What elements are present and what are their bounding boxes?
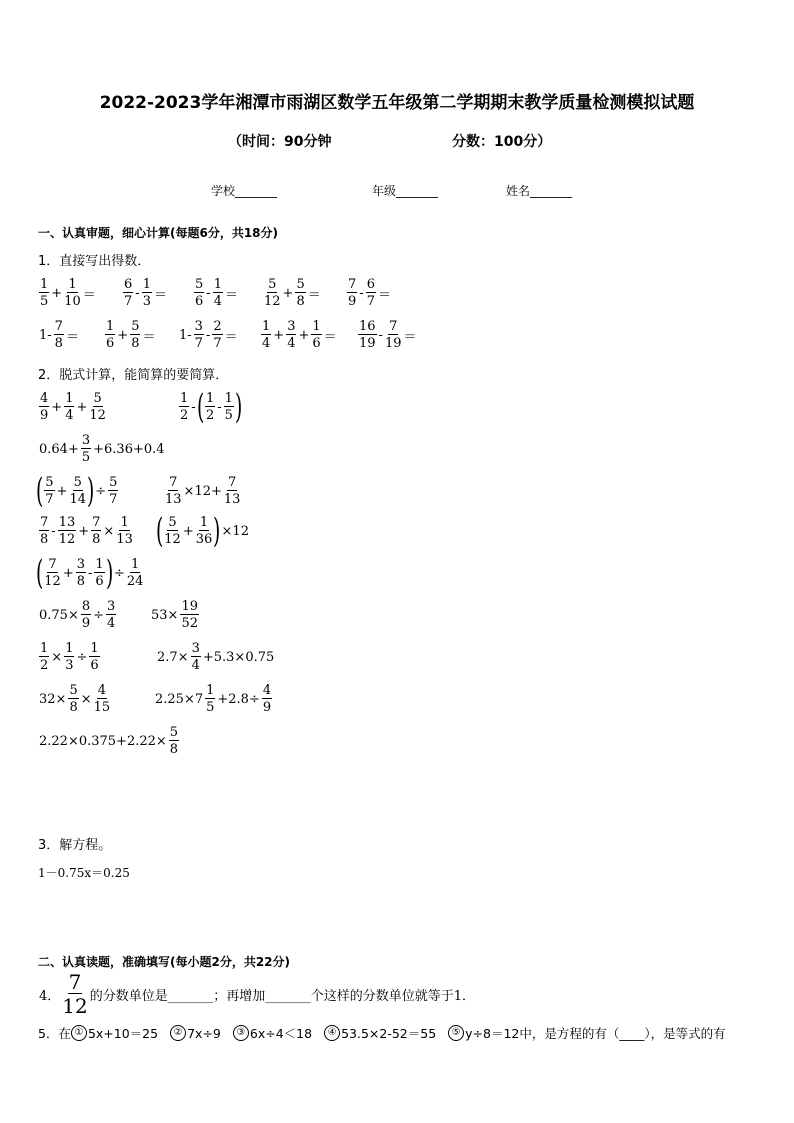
q2-item-7: ( $\frac{5}{12}$ + $\frac{1}{36}$ ) ×12 <box>155 511 249 551</box>
q1-item-5: $\frac{7}{9}$ - $\frac{6}{7}$ ＝ <box>348 277 391 309</box>
q2-item-2: $\frac{1}{2}$ - ( $\frac{1}{2}$ - $\frac{1}{5}$ ) <box>180 387 243 427</box>
circle-2: ② <box>170 1025 186 1041</box>
q1-item-6: 1- $\frac{7}{8}$ ＝ <box>39 319 79 351</box>
section-2-heading: 二、认真读题，准确填写(每小题2分，共22分) <box>38 955 291 969</box>
q2-item-14: 2.25×7 $\frac{1}{5}$ +2.8÷ $\frac{4}{9}$ <box>155 683 272 715</box>
q2-item-5: $\frac{7}{13}$ ×12+ $\frac{7}{13}$ <box>165 475 241 507</box>
q1-item-10: $\frac{16}{19}$ - $\frac{7}{19}$ ＝ <box>359 319 417 351</box>
exam-time: （时间：90分钟 <box>228 134 332 150</box>
q3-equation: 1－0.75x＝0.25 <box>38 866 130 880</box>
page-title: 2022-2023学年湘潭市雨湖区数学五年级第二学期期末教学质量检测模拟试题 <box>99 93 695 113</box>
school-field[interactable]: 学校_______ <box>211 184 278 198</box>
q2-item-9: 0.75× $\frac{8}{9}$ ÷ $\frac{3}{4}$ <box>39 599 116 631</box>
q1-item-1: $\frac{1}{5}$ + $\frac{1}{10}$ ＝ <box>40 277 96 309</box>
question-1: 1．直接写出得数． <box>38 254 151 269</box>
q2-item-13: 32× $\frac{5}{8}$ × $\frac{4}{15}$ <box>39 683 111 715</box>
q2-item-8: ( $\frac{7}{12}$ + $\frac{3}{8}$ - $\frac{1}{6}$ ) ÷ $\frac{1}{24}$ <box>35 553 144 593</box>
name-field[interactable]: 姓名_______ <box>506 184 573 198</box>
q2-item-10: 53× $\frac{19}{52}$ <box>151 599 198 631</box>
circle-4: ④ <box>324 1025 340 1041</box>
section-1-heading: 一、认真审题，细心计算(每题6分，共18分) <box>38 226 279 240</box>
q2-item-12: 2.7× $\frac{3}{4}$ +5.3×0.75 <box>157 641 275 673</box>
q1-item-4: $\frac{5}{12}$ + $\frac{5}{8}$ ＝ <box>264 277 321 309</box>
q1-item-9: $\frac{1}{4}$ + $\frac{3}{4}$ + $\frac{1}{6}$ ＝ <box>262 319 337 351</box>
q1-item-3: $\frac{5}{6}$ - $\frac{1}{4}$ ＝ <box>195 277 238 309</box>
question-5: 5．在 ① 5x+10＝25 ② 7x÷9 ③ 6x÷4＜18 ④ 53.5×2-52＝55 ⑤ y÷8＝12 中，是方程的有（____），是等式的有 <box>38 1025 726 1041</box>
question-3: 3．解方程。 <box>38 838 112 853</box>
q2-item-1: $\frac{4}{9}$ + $\frac{1}{4}$ + $\frac{5}{12}$ <box>40 391 106 423</box>
grade-field[interactable]: 年级_______ <box>372 184 439 198</box>
circle-5: ⑤ <box>448 1025 464 1041</box>
circle-1: ① <box>71 1025 87 1041</box>
q2-item-11: $\frac{1}{2}$ × $\frac{1}{3}$ ÷ $\frac{1}{6}$ <box>40 641 99 673</box>
q1-item-2: $\frac{6}{7}$ - $\frac{1}{3}$ ＝ <box>124 277 167 309</box>
question-4: 4． $\frac{7}{12}$ 的分数单位是_______；再增加_______个这样的分数单位就等于1． <box>39 970 476 1018</box>
q1-item-7: $\frac{1}{6}$ + $\frac{5}{8}$ ＝ <box>106 319 156 351</box>
question-2: 2．脱式计算，能简算的要简算． <box>38 368 229 383</box>
q1-item-8: 1- $\frac{3}{7}$ - $\frac{2}{7}$ ＝ <box>179 319 238 351</box>
q2-item-15: 2.22×0.375+2.22× $\frac{5}{8}$ <box>39 725 179 757</box>
q2-item-4: ( $\frac{5}{7}$ + $\frac{5}{14}$ ) ÷ $\frac{5}{7}$ <box>35 471 118 511</box>
exam-score: 分数：100分） <box>452 134 552 150</box>
q2-item-6: $\frac{7}{8}$ - $\frac{13}{12}$ + $\frac{7}{8}$ × $\frac{1}{13}$ <box>40 515 133 547</box>
circle-3: ③ <box>233 1025 249 1041</box>
q2-item-3: 0.64+ $\frac{3}{5}$ +6.36+0.4 <box>39 433 165 465</box>
